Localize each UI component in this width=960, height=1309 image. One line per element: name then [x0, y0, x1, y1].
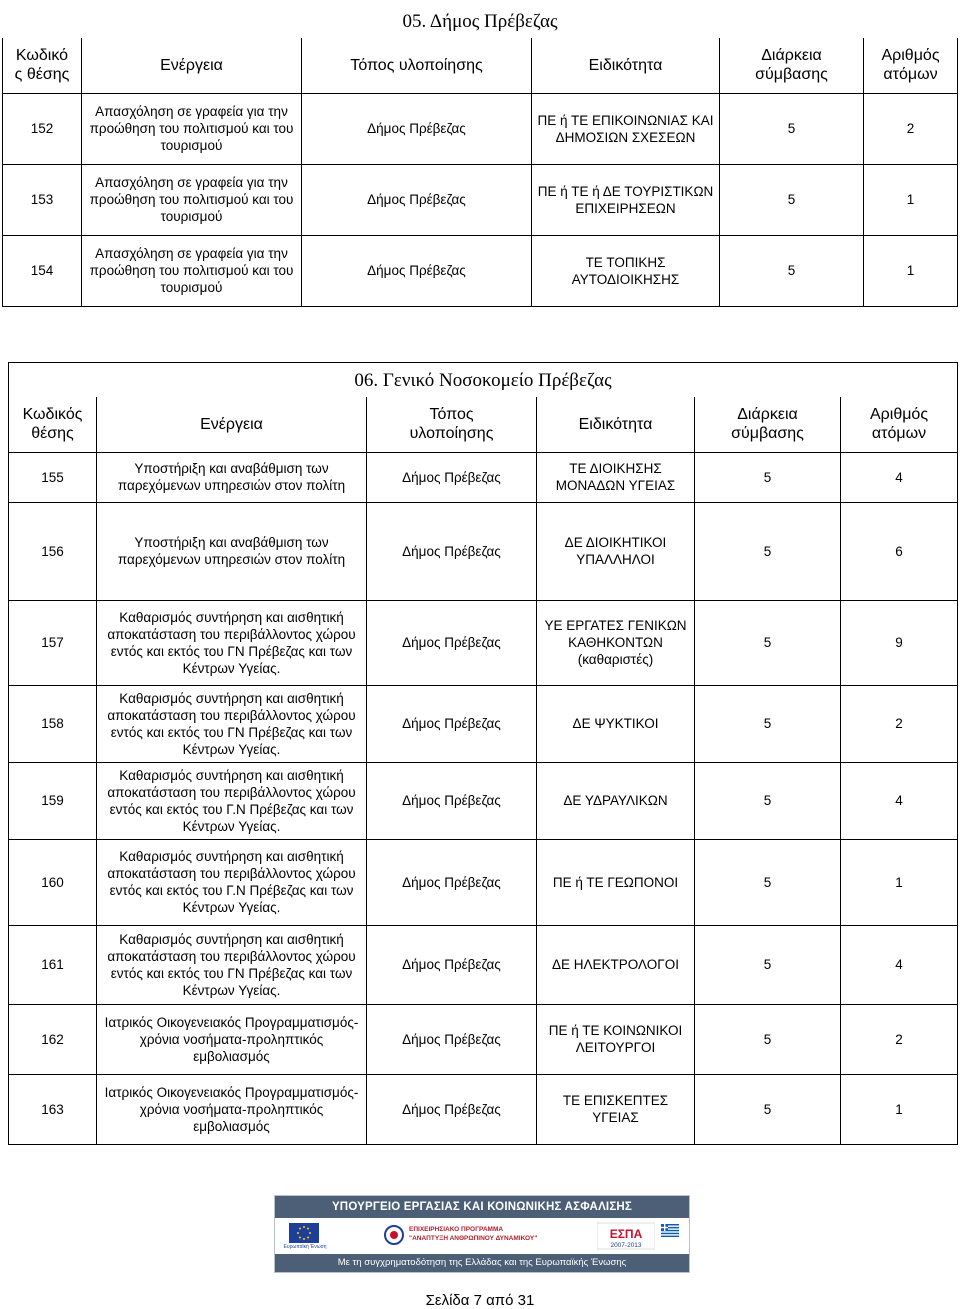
code-cell: 159	[9, 762, 97, 839]
header-duration: Διάρκεια σύμβασης	[720, 38, 864, 93]
table-row	[9, 1004, 958, 1074]
action-cell: Καθαρισμός συντήρηση και αισθητική αποκατάσταση του περιβάλλοντος χώρου εντός και εκτός του ΓΝ Πρέβεζας και των Κέντρων Υγείας.	[97, 685, 367, 762]
ministry-label: ΥΠΟΥΡΓΕΙΟ ΕΡΓΑΣΙΑΣ ΚΑΙ ΚΟΙΝΩΝΙΚΗΣ ΑΣΦΑΛΙΣΗΣ	[275, 1196, 689, 1218]
code-cell: 160	[9, 839, 97, 925]
code-cell: 162	[9, 1004, 97, 1074]
header-code: Κωδικός θέσης	[9, 397, 97, 452]
action-cell: Απασχόληση σε γραφεία για την προώθηση του πολιτισμού και του τουρισμού	[82, 235, 302, 306]
header-code: Κωδικό ς θέσης	[3, 38, 82, 93]
persons-cell: 1	[841, 1074, 958, 1144]
header-persons: Αριθμός ατόμων	[864, 38, 958, 93]
duration-cell: 5	[695, 600, 841, 685]
section2-table	[8, 362, 958, 1145]
place-cell: Δήμος Πρέβεζας	[367, 1004, 537, 1074]
specialty-cell: ΔΕ ΔΙΟΙΚΗΤΙΚΟΙ ΥΠΑΛΛΗΛΟΙ	[537, 502, 695, 600]
specialty-cell: ΤΕ ΔΙΟΙΚΗΣΗΣ ΜΟΝΑΔΩΝ ΥΓΕΙΑΣ	[537, 452, 695, 502]
action-cell: Υποστήριξη και αναβάθμιση των παρεχόμενων υπηρεσιών στον πολίτη	[97, 452, 367, 502]
persons-cell: 1	[841, 839, 958, 925]
persons-cell: 2	[841, 1004, 958, 1074]
persons-cell: 2	[841, 685, 958, 762]
persons-cell: 1	[864, 164, 958, 235]
table-row	[9, 452, 958, 502]
action-cell: Καθαρισμός συντήρηση και αισθητική αποκατάσταση του περιβάλλοντος χώρου εντός και εκτός του Γ.Ν Πρέβεζας και των Κέντρων Υγείας.	[97, 839, 367, 925]
duration-cell: 5	[695, 452, 841, 502]
code-cell: 152	[3, 93, 82, 164]
section1-title: 05. Δήμος Πρέβεζας	[402, 10, 558, 32]
place-cell: Δήμος Πρέβεζας	[302, 235, 532, 306]
table-row	[9, 762, 958, 839]
action-cell: Καθαρισμός συντήρηση και αισθητική αποκατάσταση του περιβάλλοντος χώρου εντός και εκτός του Γ.Ν Πρέβεζας και των Κέντρων Υγείας.	[97, 762, 367, 839]
place-cell: Δήμος Πρέβεζας	[367, 452, 537, 502]
specialty-cell: ΠΕ ή ΤΕ ΕΠΙΚΟΙΝΩΝΙΑΣ ΚΑΙ ΔΗΜΟΣΙΩΝ ΣΧΕΣΕΩΝ	[532, 93, 720, 164]
place-cell: Δήμος Πρέβεζας	[367, 600, 537, 685]
place-cell: Δήμος Πρέβεζας	[367, 839, 537, 925]
specialty-cell: ΔΕ ΥΔΡΑΥΛΙΚΩΝ	[537, 762, 695, 839]
specialty-cell: ΤΕ ΤΟΠΙΚΗΣ ΑΥΤΟΔΙΟΙΚΗΣΗΣ	[532, 235, 720, 306]
table-row	[3, 93, 958, 164]
duration-cell: 5	[695, 925, 841, 1004]
persons-cell: 9	[841, 600, 958, 685]
funding-banner	[274, 1195, 690, 1273]
place-cell: Δήμος Πρέβεζας	[367, 685, 537, 762]
duration-cell: 5	[695, 839, 841, 925]
header-action: Ενέργεια	[97, 397, 367, 452]
page-number: Σελίδα 7 από 31	[425, 1292, 535, 1309]
greek-flag-icon	[661, 1224, 679, 1237]
specialty-cell: ΥΕ ΕΡΓΑΤΕΣ ΓΕΝΙΚΩΝ ΚΑΘΗΚΟΝΤΩΝ (καθαριστές)	[537, 600, 695, 685]
section1-header-row	[3, 38, 958, 93]
duration-cell: 5	[720, 235, 864, 306]
place-cell: Δήμος Πρέβεζας	[302, 93, 532, 164]
code-cell: 156	[9, 502, 97, 600]
header-specialty: Ειδικότητα	[532, 38, 720, 93]
persons-cell: 4	[841, 925, 958, 1004]
persons-cell: 1	[864, 235, 958, 306]
table-row	[9, 502, 958, 600]
section2-title: 06. Γενικό Νοσοκομείο Πρέβεζας	[9, 363, 958, 398]
persons-cell: 4	[841, 762, 958, 839]
place-cell: Δήμος Πρέβεζας	[367, 1074, 537, 1144]
place-cell: Δήμος Πρέβεζας	[367, 925, 537, 1004]
cofinance-label: Με τη συγχρηματοδότηση της Ελλάδας και της Ευρωπαϊκής Ένωσης	[275, 1254, 689, 1272]
header-persons: Αριθμός ατόμων	[841, 397, 958, 452]
espa-logo	[597, 1221, 655, 1251]
specialty-cell: ΠΕ ή ΤΕ ή ΔΕ ΤΟΥΡΙΣΤΙΚΩΝ ΕΠΙΧΕΙΡΗΣΕΩΝ	[532, 164, 720, 235]
header-place: Τόπος υλοποίησης	[367, 397, 537, 452]
section2-header-row	[9, 397, 958, 452]
table-row	[3, 164, 958, 235]
action-cell: Απασχόληση σε γραφεία για την προώθηση του πολιτισμού και του τουρισμού	[82, 93, 302, 164]
code-cell: 158	[9, 685, 97, 762]
program-logo-icon	[383, 1224, 405, 1246]
duration-cell: 5	[720, 93, 864, 164]
action-cell: Υποστήριξη και αναβάθμιση των παρεχόμενων υπηρεσιών στον πολίτη	[97, 502, 367, 600]
code-cell: 154	[3, 235, 82, 306]
code-cell: 153	[3, 164, 82, 235]
eu-caption: Ευρωπαϊκή Ένωση	[283, 1244, 327, 1250]
header-specialty: Ειδικότητα	[537, 397, 695, 452]
code-cell: 155	[9, 452, 97, 502]
persons-cell: 2	[864, 93, 958, 164]
code-cell: 163	[9, 1074, 97, 1144]
action-cell: Καθαρισμός συντήρηση και αισθητική αποκατάσταση του περιβάλλοντος χώρου εντός και εκτός του ΓΝ Πρέβεζας και των Κέντρων Υγείας.	[97, 925, 367, 1004]
specialty-cell: ΠΕ ή ΤΕ ΓΕΩΠΟΝΟΙ	[537, 839, 695, 925]
action-cell: Απασχόληση σε γραφεία για την προώθηση του πολιτισμού και του τουρισμού	[82, 164, 302, 235]
place-cell: Δήμος Πρέβεζας	[367, 762, 537, 839]
table-row	[9, 685, 958, 762]
action-cell: Καθαρισμός συντήρηση και αισθητική αποκατάσταση του περιβάλλοντος χώρου εντός και εκτός του ΓΝ Πρέβεζας και των Κέντρων Υγείας.	[97, 600, 367, 685]
header-action: Ενέργεια	[82, 38, 302, 93]
duration-cell: 5	[695, 685, 841, 762]
table-row	[9, 839, 958, 925]
specialty-cell: ΠΕ ή ΤΕ ΚΟΙΝΩΝΙΚΟΙ ΛΕΙΤΟΥΡΓΟΙ	[537, 1004, 695, 1074]
table-row	[3, 235, 958, 306]
duration-cell: 5	[695, 1004, 841, 1074]
espa-label: ΕΣΠΑ	[609, 1227, 643, 1241]
duration-cell: 5	[720, 164, 864, 235]
place-cell: Δήμος Πρέβεζας	[367, 502, 537, 600]
specialty-cell: ΔΕ ΗΛΕΚΤΡΟΛΟΓΟΙ	[537, 925, 695, 1004]
duration-cell: 5	[695, 762, 841, 839]
specialty-cell: ΤΕ ΕΠΙΣΚΕΠΤΕΣ ΥΓΕΙΑΣ	[537, 1074, 695, 1144]
duration-cell: 5	[695, 1074, 841, 1144]
table-row	[9, 600, 958, 685]
table-row	[9, 1074, 958, 1144]
table-row	[9, 925, 958, 1004]
place-cell: Δήμος Πρέβεζας	[302, 164, 532, 235]
duration-cell: 5	[695, 502, 841, 600]
action-cell: Ιατρικός Οικογενειακός Προγραμματισμός-χρόνια νοσήματα-προληπτικός εμβολιασμός	[97, 1074, 367, 1144]
header-duration: Διάρκεια σύμβασης	[695, 397, 841, 452]
eu-flag-icon	[289, 1223, 319, 1243]
program-text: ΕΠΙΧΕΙΡΗΣΙΑΚΟ ΠΡΟΓΡΑΜΜΑ "ΑΝΑΠΤΥΞΗ ΑΝΘΡΩΠΙΝΟΥ ΔΥΝΑΜΙΚΟΥ"	[409, 1226, 538, 1242]
persons-cell: 6	[841, 502, 958, 600]
code-cell: 157	[9, 600, 97, 685]
header-place: Τόπος υλοποίησης	[302, 38, 532, 93]
action-cell: Ιατρικός Οικογενειακός Προγραμματισμός-χρόνια νοσήματα-προληπτικός εμβολιασμός	[97, 1004, 367, 1074]
code-cell: 161	[9, 925, 97, 1004]
section1-table	[2, 4, 958, 307]
espa-years: 2007-2013	[610, 1242, 642, 1249]
specialty-cell: ΔΕ ΨΥΚΤΙΚΟΙ	[537, 685, 695, 762]
persons-cell: 4	[841, 452, 958, 502]
